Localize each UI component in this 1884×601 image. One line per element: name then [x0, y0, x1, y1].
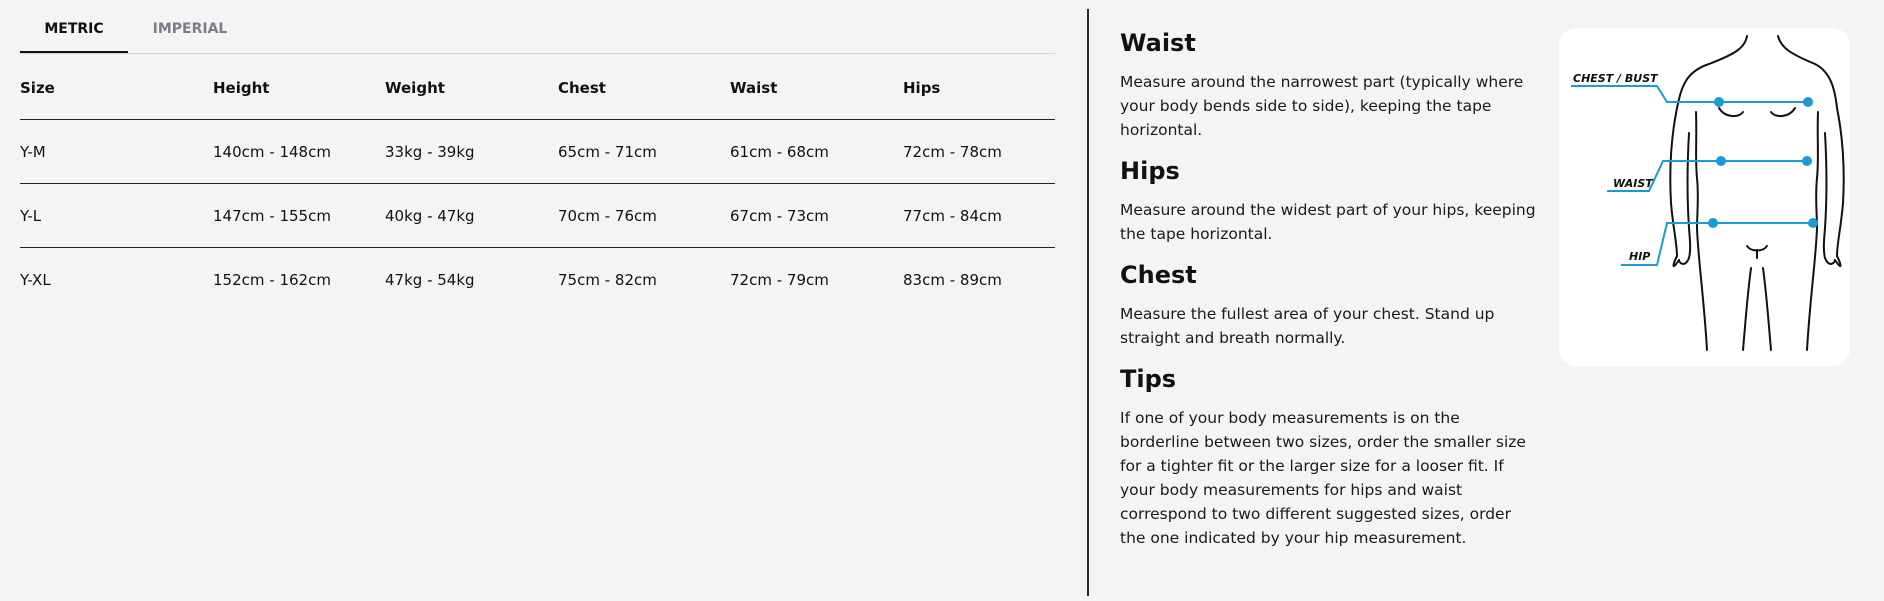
cell-height: 147cm - 155cm	[213, 184, 385, 248]
cell-chest: 75cm - 82cm	[558, 270, 657, 289]
cell-weight: 33kg - 39kg	[385, 120, 558, 184]
cell-chest: 65cm - 71cm	[558, 120, 730, 184]
tab-metric[interactable]: METRIC	[20, 0, 128, 53]
guide-text-tips: If one of your body measurements is on the borderline between two sizes, order the smaller size for a tighter fit or the larger size for a looser fit. If your body measurements for hips and waist correspond to two different suggested sizes, order the one indicated by your hip measurement.	[1120, 409, 1526, 547]
cell-hips: 72cm - 78cm	[903, 120, 1055, 184]
guide-text-hips: Measure around the widest part of your hips, keeping the tape horizontal.	[1120, 201, 1536, 243]
header-hips: Hips	[903, 54, 1055, 120]
cell-height: 140cm - 148cm	[213, 120, 385, 184]
cell-weight: 40kg - 47kg	[385, 184, 558, 248]
body-outline-illustration	[1559, 28, 1850, 366]
size-chart-panel	[20, 0, 1055, 311]
guide-heading-tips: Tips	[1120, 365, 1177, 393]
cell-hips: 83cm - 89cm	[903, 270, 1002, 289]
guide-heading-waist: Waist	[1120, 29, 1196, 57]
cell-waist: 72cm - 79cm	[730, 270, 829, 289]
measuring-guide	[1120, 26, 1540, 562]
cell-hips: 77cm - 84cm	[903, 184, 1055, 248]
table-row	[20, 184, 1055, 248]
guide-text-waist: Measure around the narrowest part (typically where your body bends side to side), keeping the tape horizontal.	[1120, 73, 1524, 139]
header-waist: Waist	[730, 54, 903, 120]
cell-height: 152cm - 162cm	[213, 270, 331, 289]
body-measurement-figure	[1559, 28, 1850, 366]
tab-imperial[interactable]: IMPERIAL	[152, 21, 228, 37]
chest-bust-label: CHEST / BUST	[1573, 72, 1658, 85]
vertical-divider	[1087, 9, 1089, 596]
hip-label: HIP	[1629, 250, 1651, 263]
size-table	[20, 54, 1055, 311]
cell-size: Y-M	[20, 120, 213, 184]
table-row	[20, 248, 1055, 312]
header-chest: Chest	[558, 54, 730, 120]
cell-waist: 61cm - 68cm	[730, 120, 903, 184]
cell-waist: 67cm - 73cm	[730, 184, 903, 248]
table-row	[20, 120, 1055, 184]
cell-size: Y-L	[20, 184, 213, 248]
guide-text-chest: Measure the fullest area of your chest. Stand up straight and breath normally.	[1120, 305, 1495, 347]
waist-label: WAIST	[1613, 177, 1653, 190]
header-size: Size	[20, 54, 213, 120]
unit-tabs	[20, 0, 1055, 54]
guide-heading-chest: Chest	[1120, 261, 1197, 289]
header-height: Height	[213, 54, 385, 120]
cell-weight: 47kg - 54kg	[385, 270, 475, 289]
guide-heading-hips: Hips	[1120, 157, 1180, 185]
measure-points	[1708, 97, 1818, 228]
header-weight: Weight	[385, 54, 558, 120]
cell-chest: 70cm - 76cm	[558, 184, 730, 248]
measure-lines	[1571, 86, 1814, 265]
table-header-row	[20, 54, 1055, 120]
cell-size: Y-XL	[20, 270, 51, 289]
